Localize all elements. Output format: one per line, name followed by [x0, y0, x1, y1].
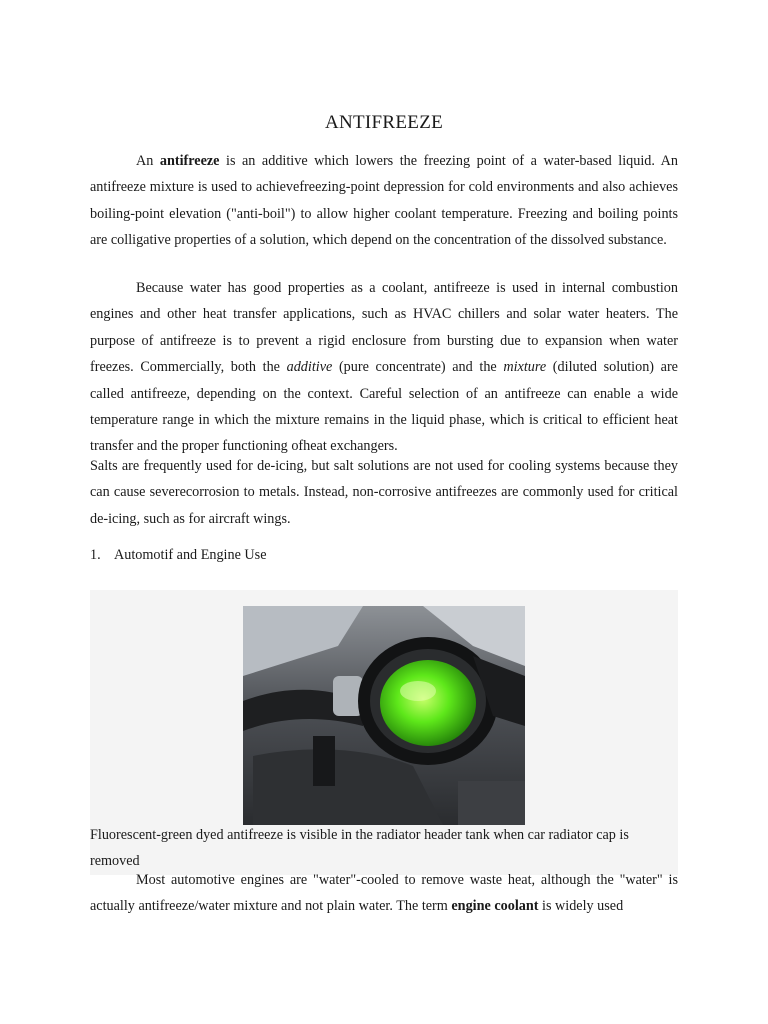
radiator-photo: [243, 606, 525, 825]
list-number: 1.: [90, 547, 101, 563]
paragraph-automotive: Most automotive engines are "water"-cooled to remove waste heat, although the "water" is actually antifreeze/water mixture and not plain water. The term engine coolant is widely used: [90, 872, 678, 915]
term-antifreeze: antifreeze: [159, 153, 220, 169]
term-engine-coolant: engine coolant: [451, 898, 539, 915]
list-item: [90, 544, 267, 566]
page-title: ANTIFREEZE: [324, 112, 444, 133]
paragraph-intro: An antifreeze is an additive which lowers the freezing point of a water-based liquid. An antifreeze mixture is used to achievefreezing-point depression for cold environments and also achieves boiling-point elevation ("anti-boil") to allow higher coolant temperature. Freezing and boiling points are colligative properties of a solution, which depend on the concentration of the dissolved substance.: [90, 153, 678, 249]
term-mixture: mixture: [503, 359, 547, 376]
paragraph-coolant: Because water has good properties as a coolant, antifreeze is used in internal combustion engines and other heat transfer applications, such as HVAC chillers and solar water heaters. The purpose of antifreeze is to prevent a rigid enclosure from bursting due to expansion when water freezes. Commercially, both the additive (pure concentrate) and the mixture (diluted solution) are called antifreeze, depending on the context. Careful selection of an antifreeze can enable a wide temperature range in which the mixture remains in the liquid phase, which is critical to efficient heat transfer and the proper functioning ofheat exchangers.: [90, 280, 678, 455]
figure-caption: Fluorescent-green dyed antifreeze is visible in the radiator header tank when car radiator cap is removed: [90, 827, 629, 869]
term-additive: additive: [286, 359, 333, 376]
list-heading: Automotif and Engine Use: [114, 547, 267, 563]
paragraph-salts: Salts are frequently used for de-icing, but salt solutions are not used for cooling systems because they can cause severecorrosion to metals. Instead, non-corrosive antifreezes are commonly used for critical de-icing, such as for aircraft wings.: [90, 458, 678, 527]
figure: [90, 590, 678, 875]
